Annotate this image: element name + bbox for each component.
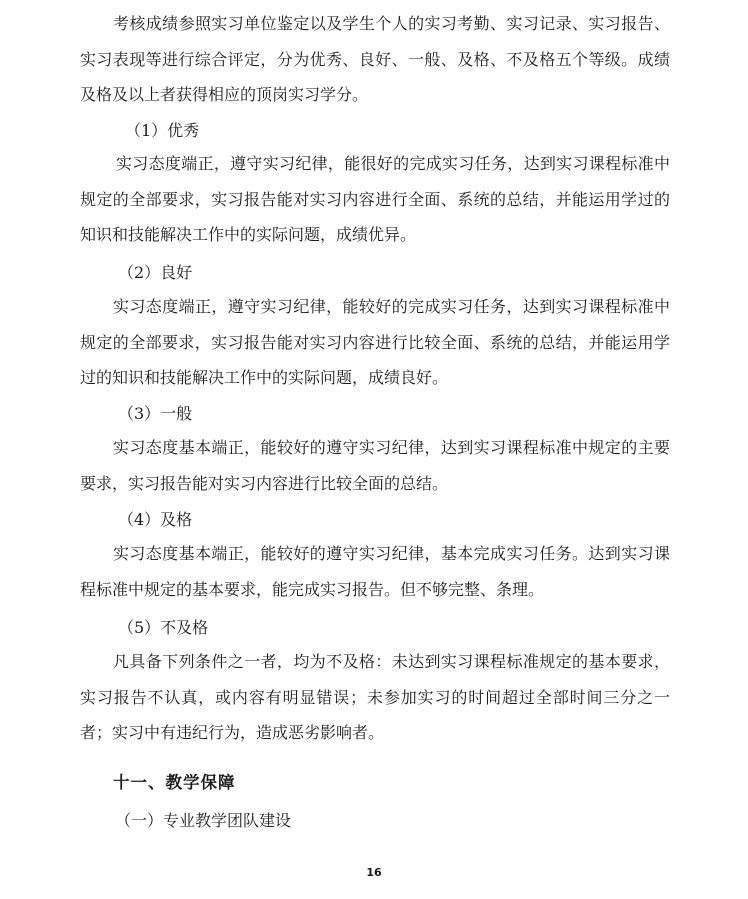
grade-text-good: 实习态度端正，遵守实习纪律，能较好的完成实习任务，达到实习课程标准中规定的全部要求，实习报告能对实习内容进行比较全面、系统的总结，并能运用学过的知识和技能解决工作中的实际问题，成绩良好。	[80, 297, 670, 387]
sub-section-heading: （一）专业教学团队建设	[115, 811, 292, 830]
grade-text-average: 实习态度基本端正，能较好的遵守实习纪律，达到实习课程标准中规定的主要要求，实习报告能对实习内容进行比较全面的总结。	[80, 438, 670, 493]
grade-text-fail: 凡具备下列条件之一者，均为不及格：未达到实习课程标准规定的基本要求，实习报告不认真，或内容有明显错误；未参加实习的时间超过全部时间三分之一者；实习中有违纪行为，造成恶劣影响者。	[80, 652, 670, 742]
grade-heading-excellent: （1）优秀	[125, 121, 200, 140]
grade-heading-fail: （5）不及格	[118, 618, 209, 637]
grade-heading-average: （3）一般	[118, 404, 193, 423]
grade-text-excellent: 实习态度端正，遵守实习纪律，能很好的完成实习任务，达到实习课程标准中规定的全部要求，实习报告能对实习内容进行全面、系统的总结，并能运用学过的知识和技能解决工作中的实际问题，成绩优异。	[80, 154, 670, 244]
section-title: 十一、教学保障	[113, 773, 236, 792]
grade-text-pass: 实习态度基本端正，能较好的遵守实习纪律，基本完成实习任务。达到实习课程标准中规定的基本要求，能完成实习报告。但不够完整、条理。	[80, 544, 670, 599]
grade-heading-pass: （4）及格	[118, 510, 193, 529]
page-number: 16	[366, 866, 382, 879]
grade-heading-good: （2）良好	[118, 263, 193, 282]
intro-paragraph: 考核成绩参照实习单位鉴定以及学生个人的实习考勤、实习记录、实习报告、实习表现等进行综合评定，分为优秀、良好、一般、及格、不及格五个等级。成绩及格及以上者获得相应的顶岗实习学分。	[80, 14, 670, 104]
